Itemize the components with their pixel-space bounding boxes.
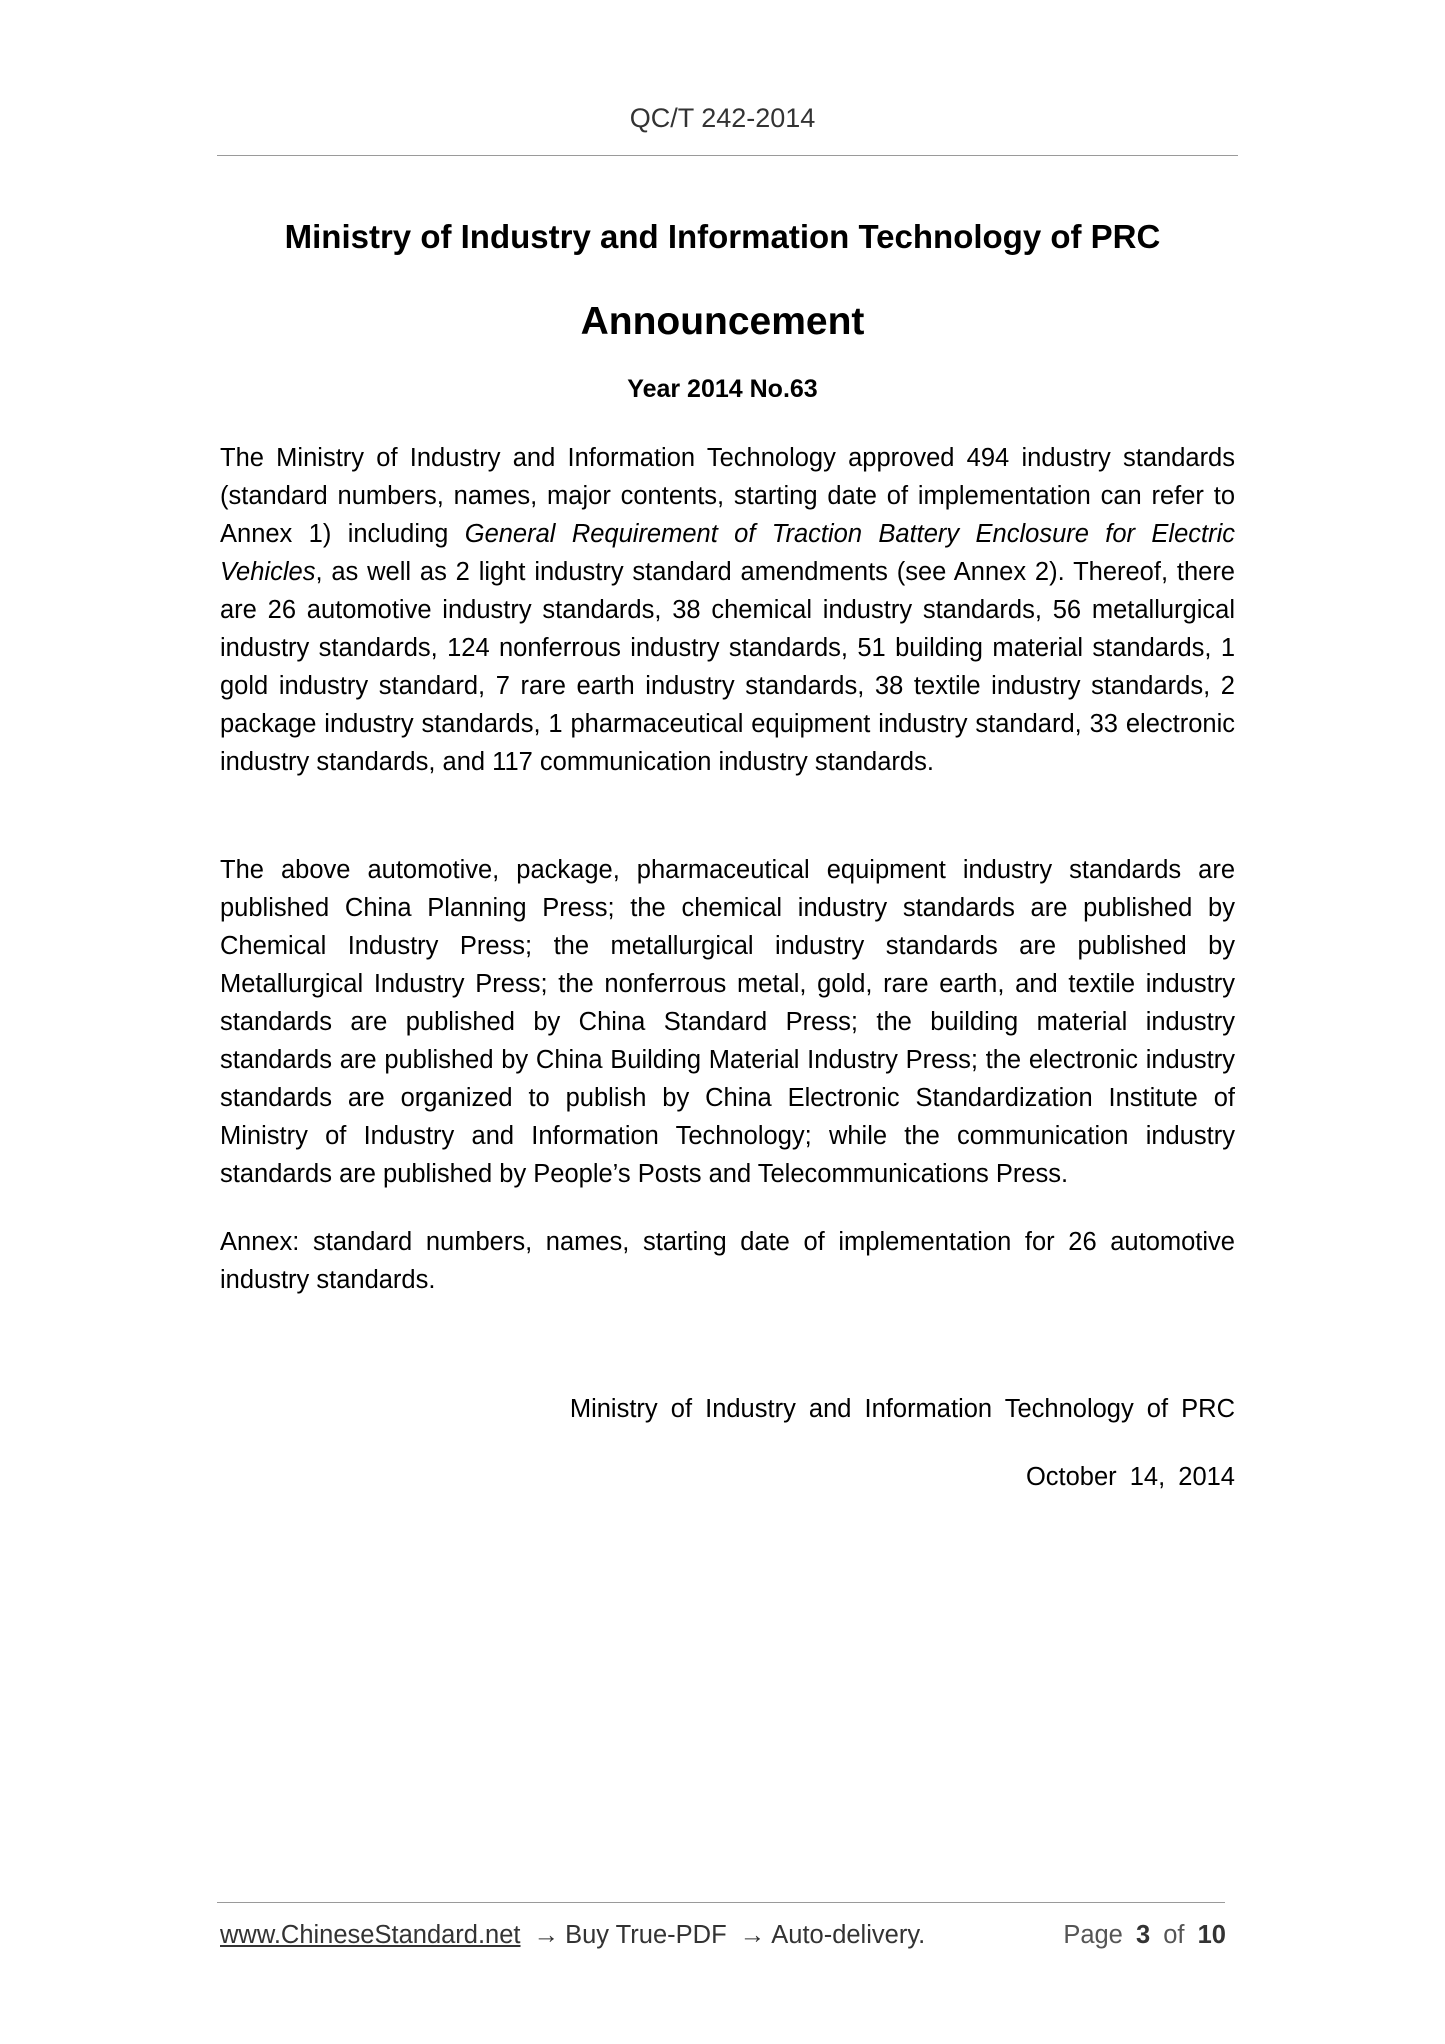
paragraph-1-text-start: The Ministry of Industry and Information Technology approved 494 industry standards (standard numbers, names, major contents, starting date of implementation can refer to Annex 1) including: [220, 444, 1235, 548]
body-paragraph-annex: Annex: standard numbers, names, starting date of implementation for 26 automotive industry standards.: [220, 1228, 1235, 1294]
document-code-header: QC/T 242-2014: [629, 103, 816, 133]
announcement-title: Announcement: [580, 300, 865, 343]
buy-pdf-text: Buy True-PDF: [565, 1921, 727, 1949]
signature-organization: Ministry of Industry and Information Technology of PRC: [569, 1395, 1235, 1423]
website-link[interactable]: www.ChineseStandard.net: [220, 1921, 521, 1949]
announcement-number: Year 2014 No.63: [627, 375, 818, 403]
signature-date: October 14, 2014: [1025, 1463, 1235, 1491]
ministry-title: Ministry of Industry and Information Technology of PRC: [284, 218, 1161, 255]
arrow-right-icon: →: [739, 1921, 766, 1949]
header-divider: [217, 155, 1238, 156]
page-label: Page: [1063, 1921, 1123, 1949]
footer-divider: [217, 1902, 1225, 1903]
standard-title-italic: General Requirement of Traction Battery Enclosure for Electric Vehicles: [220, 520, 1236, 586]
arrow-right-icon: →: [533, 1921, 560, 1949]
page-indicator: [1063, 1921, 1226, 1950]
body-paragraph-2: The above automotive, package, pharmaceutical equipment industry standards are published China Planning Press; the chemical industry standards are published by Chemical Industry Press; the metallurgical industry standards are published by Metallurgical Industry Press; the nonferrous metal, gold, rare earth, and textile industry standards are published by China Standard Press; the building material industry standards are published by China Building Material Industry Press; the electronic industry standards are organized to publish by China Electronic Standardization Institute of Ministry of Industry and Information Technology; while the communication industry standards are published by People’s Posts and Telecommunications Press.: [220, 856, 1235, 1188]
of-label: of: [1163, 1921, 1185, 1949]
body-paragraph-1: [220, 439, 1235, 781]
total-pages-number: 10: [1197, 1921, 1226, 1949]
auto-delivery-text: Auto-delivery.: [771, 1921, 926, 1949]
footer-purchase-info: [220, 1921, 925, 1950]
paragraph-1-text-end: , as well as 2 light industry standard amendments (see Annex 2). Thereof, there are 26 automotive industry standards, 38 chemical industry standards, 56 metallurgical industry standards, 124 nonferrous industry standards, 51 building material standards, 1 gold industry standard, 7 rare earth industry standards, 38 textile industry standards, 2 package industry standards, 1 pharmaceutical equipment industry standard, 33 electronic industry standards, and 117 communication industry standards.: [220, 558, 1235, 776]
current-page-number: 3: [1135, 1921, 1151, 1949]
